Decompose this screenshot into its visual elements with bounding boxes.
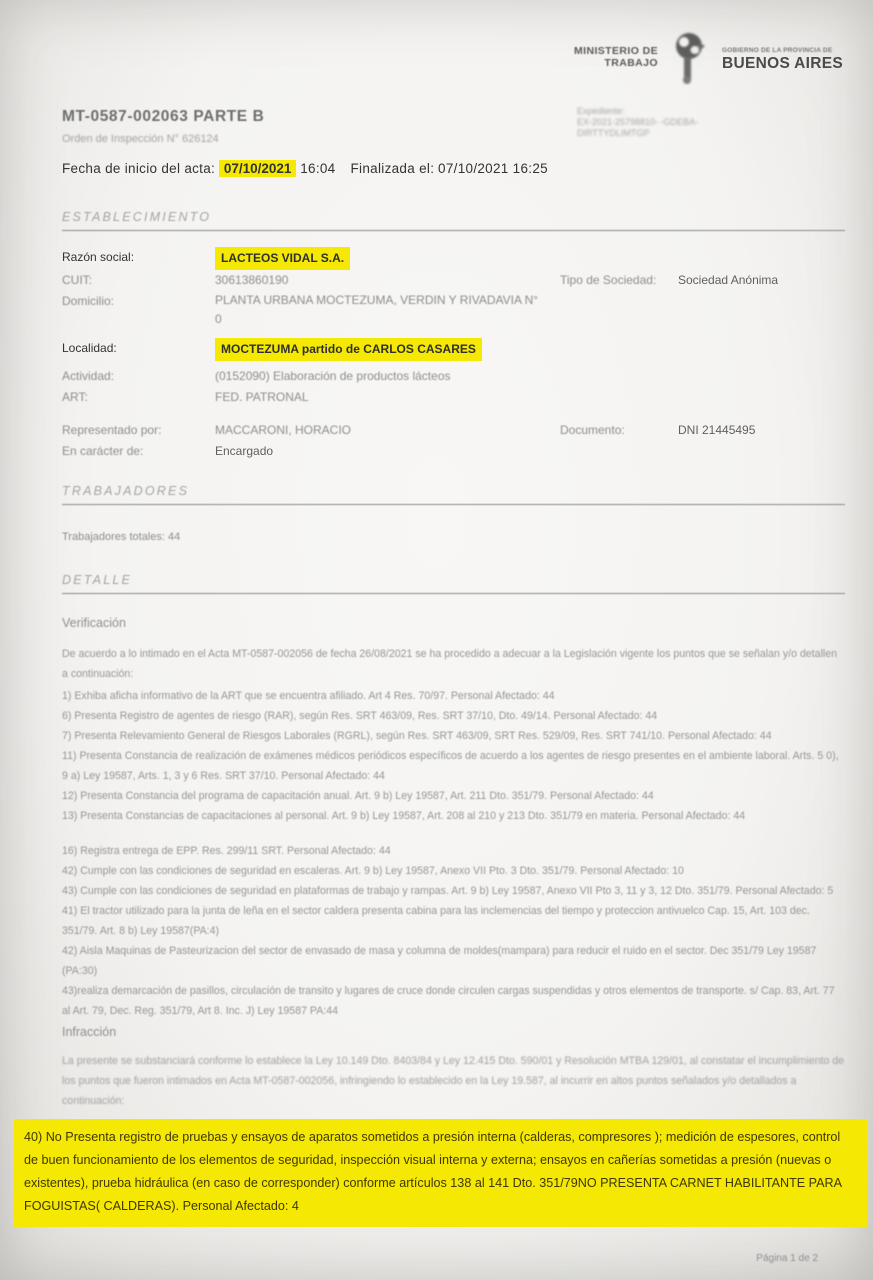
expediente-number-line1: EX-2021-25798810- -GDEBA- [577, 117, 699, 127]
section-detalle [62, 573, 845, 594]
domicilio-value: PLANTA URBANA MOCTEZUMA, VERDIN Y RIVADAVIA N° 0 [215, 293, 539, 326]
section-rule [62, 230, 845, 231]
verification-item: 13) Presenta Constancias de capacitaciones al personal. Art. 9 b) Ley 19587, Art. 208 al 210 y 213 Dto. 351/79 en materia. Personal Afectado: 44 [62, 810, 746, 822]
art-value: FED. PATRONAL [215, 390, 309, 404]
domicilio-label: Domicilio: [62, 294, 115, 308]
verification-item: 7) Presenta Relevamiento General de Riesgos Laborales (RGRL), según Res. SRT 463/09, SRT Res. 529/09, Res. SRT 741/10. Personal Afectado: 44 [62, 730, 772, 742]
field-razon-social [62, 247, 845, 270]
verification-item: 1) Exhiba aficha informativo de la ART que se encuentra afiliado. Art 4 Res. 70/97. Personal Afectado: 44 [62, 690, 555, 702]
gov-small-line: GOBIERNO DE LA PROVINCIA DE [721, 47, 833, 54]
fecha-fin-label: Finalizada el: [350, 161, 435, 176]
fecha-inicio-date: 07/10/2021 [219, 160, 297, 177]
field-localidad [62, 338, 845, 361]
verification-item: 43) Cumple con las condiciones de seguridad en plataformas de trabajo y rampas. Art. 9 b) Ley 19587, Anexo VII Pto 3, 11 y 3, 12 Dto. 351/79. Personal Afectado: 5 [62, 885, 834, 897]
field-art [62, 387, 845, 408]
page-number: Página 1 de 2 [756, 1253, 818, 1264]
fecha-inicio-label: Fecha de inicio del acta: [62, 161, 216, 176]
tipo-sociedad-value: Sociedad Anónima [678, 273, 779, 287]
razon-label: Razón social: [62, 250, 135, 264]
field-caracter [62, 441, 845, 462]
documento-label: Documento: [560, 423, 625, 437]
expediente-block [577, 106, 698, 139]
verificacion-title: Verificación [62, 616, 126, 630]
gov-big-line: BUENOS AIRES [721, 55, 843, 72]
representado-value: MACCARONI, HORACIO [215, 423, 352, 437]
localidad-label: Localidad: [62, 341, 117, 355]
field-cuit [62, 270, 845, 291]
trabajadores-totales: Trabajadores totales: 44 [62, 531, 181, 543]
section-rule [62, 504, 845, 505]
verification-item: 43)realiza demarcación de pasillos, circulación de transito y lugares de cruce donde circulen cargas suspendidas y otros elementos de transporte. s/ Cap. 83, Art. 77 al Art. 79, Dec. Reg. 351/79, Art 8. Inc. J) Ley 19587 PA:44 [62, 985, 835, 1017]
verification-items [62, 686, 845, 1021]
verificacion-intro: De acuerdo a lo intimado en el Acta MT-0587-002056 de fecha 26/08/2021 se ha procedido a adecuar a la Legislación vigente los puntos que se señalan y/o detallen a continuación: [62, 648, 838, 680]
field-representado [62, 420, 845, 441]
actividad-label: Actividad: [62, 369, 115, 383]
verification-item: 42) Aisla Maquinas de Pasteurizacion del sector de envasado de masa y columna de moldes(mampara) para reducir el ruido en el sector. Dec 351/79 Ley 19587 (PA:30) [62, 945, 817, 977]
ministry-name [574, 45, 658, 69]
ministry-line1: MINISTERIO DE [574, 45, 658, 57]
caracter-label: En carácter de: [62, 444, 144, 458]
government-name [722, 44, 843, 70]
representado-label: Representado por: [62, 423, 162, 437]
fecha-line [62, 161, 873, 176]
ministry-line2: TRABAJO [604, 57, 658, 69]
verification-item: 42) Cumple con las condiciones de seguridad en escaleras. Art. 9 b) Ley 19587, Anexo VII Pto. 3 Dto. 351/79. Personal Afectado: 10 [62, 865, 684, 877]
caracter-value: Encargado [215, 444, 274, 458]
verification-item: 12) Presenta Constancia del programa de capacitación anual. Art. 9 b) Ley 19587, Art. 211 Dto. 351/79. Personal Afectado: 44 [62, 790, 654, 802]
buenos-aires-logo-icon [668, 29, 712, 85]
section-trabajadores [62, 484, 845, 505]
establecimiento-heading: ESTABLECIMIENTO [62, 210, 212, 224]
cuit-value: 30613860190 [215, 273, 289, 287]
section-rule [62, 593, 845, 594]
verification-item: 6) Presenta Registro de agentes de riesgo (RAR), según Res. SRT 463/09, Res. SRT 37/10, Dto. 49/14. Personal Afectado: 44 [62, 710, 658, 722]
expediente-label: Expediente: [577, 106, 625, 116]
field-domicilio [62, 291, 845, 329]
razon-value: LACTEOS VIDAL S.A. [215, 247, 350, 270]
verification-item: 11) Presenta Constancia de realización de exámenes médicos periódicos específicos de acuerdo a los agentes de riesgo presentes en el ambiente laboral. Arts. 5 0), 9 a) Ley 19587, Arts. 1, 3 y 6 Res. SRT 37/10. Personal Afectado: 44 [62, 750, 839, 782]
art-label: ART: [62, 390, 88, 404]
establecimiento-fields [62, 247, 845, 462]
fecha-inicio-time: 16:04 [300, 161, 336, 176]
fecha-fin-value: 07/10/2021 16:25 [438, 161, 548, 176]
highlighted-infraction-item: 40) No Presenta registro de pruebas y ensayos de aparatos sometidos a presión interna (calderas, compresores ); medición de espesores, control de buen funcionamiento de los elementos de seguridad, inspección visual interna y externa; ensayos en cañerías sometidas a presión (nuevas o existentes), prueba hidráulica (en caso de corresponder) conforme artículos 138 al 141 Dto. 351/79NO PRESENTA CARNET HABILITANTE PARA FOGUISTAS( CALDERAS). Personal Afectado: 4 [14, 1119, 867, 1227]
field-actividad [62, 366, 845, 387]
trabajadores-heading: TRABAJADORES [62, 484, 190, 498]
localidad-value: MOCTEZUMA partido de CARLOS CASARES [215, 338, 482, 361]
detalle-heading: DETALLE [62, 573, 133, 587]
expediente-number-line2: DIRTTYDLIMTGP [577, 128, 650, 138]
infraccion-text: La presente se substanciará conforme lo establece la Ley 10.149 Dto. 8403/84 y Ley 12.415 Dto. 590/01 y Resolución MTBA 129/01, al constatar el incumplimiento de los puntos que fueron intimados en Acta MT-0587-002056, infringiendo lo establecido en la Ley 19.587, al incurrir en altos puntos señalados y/o detallados a continuación: [62, 1055, 845, 1107]
verification-item: 16) Registra entrega de EPP. Res. 299/11 SRT. Personal Afectado: 44 [62, 845, 391, 857]
verification-item: 41) El tractor utilizado para la junta de leña en el sector caldera presenta cabina para las inclemencias del tiempo y proteccion antivuelco Cap. 15, Art. 103 dec. 351/79. Art. 8 b) Ley 19587(PA:4) [62, 905, 810, 937]
infraccion-title: Infracción [62, 1025, 117, 1039]
title-block [62, 108, 845, 145]
acta-title: MT-0587-002063 PARTE B [62, 108, 265, 125]
government-header [0, 28, 843, 86]
tipo-sociedad-label: Tipo de Sociedad: [560, 273, 657, 287]
actividad-value: (0152090) Elaboración de productos lácteos [215, 369, 451, 383]
orden-inspeccion: Orden de Inspección N° 626124 [62, 133, 219, 145]
documento-value: DNI 21445495 [678, 423, 756, 437]
cuit-label: CUIT: [62, 273, 92, 287]
section-establecimiento [62, 210, 845, 231]
